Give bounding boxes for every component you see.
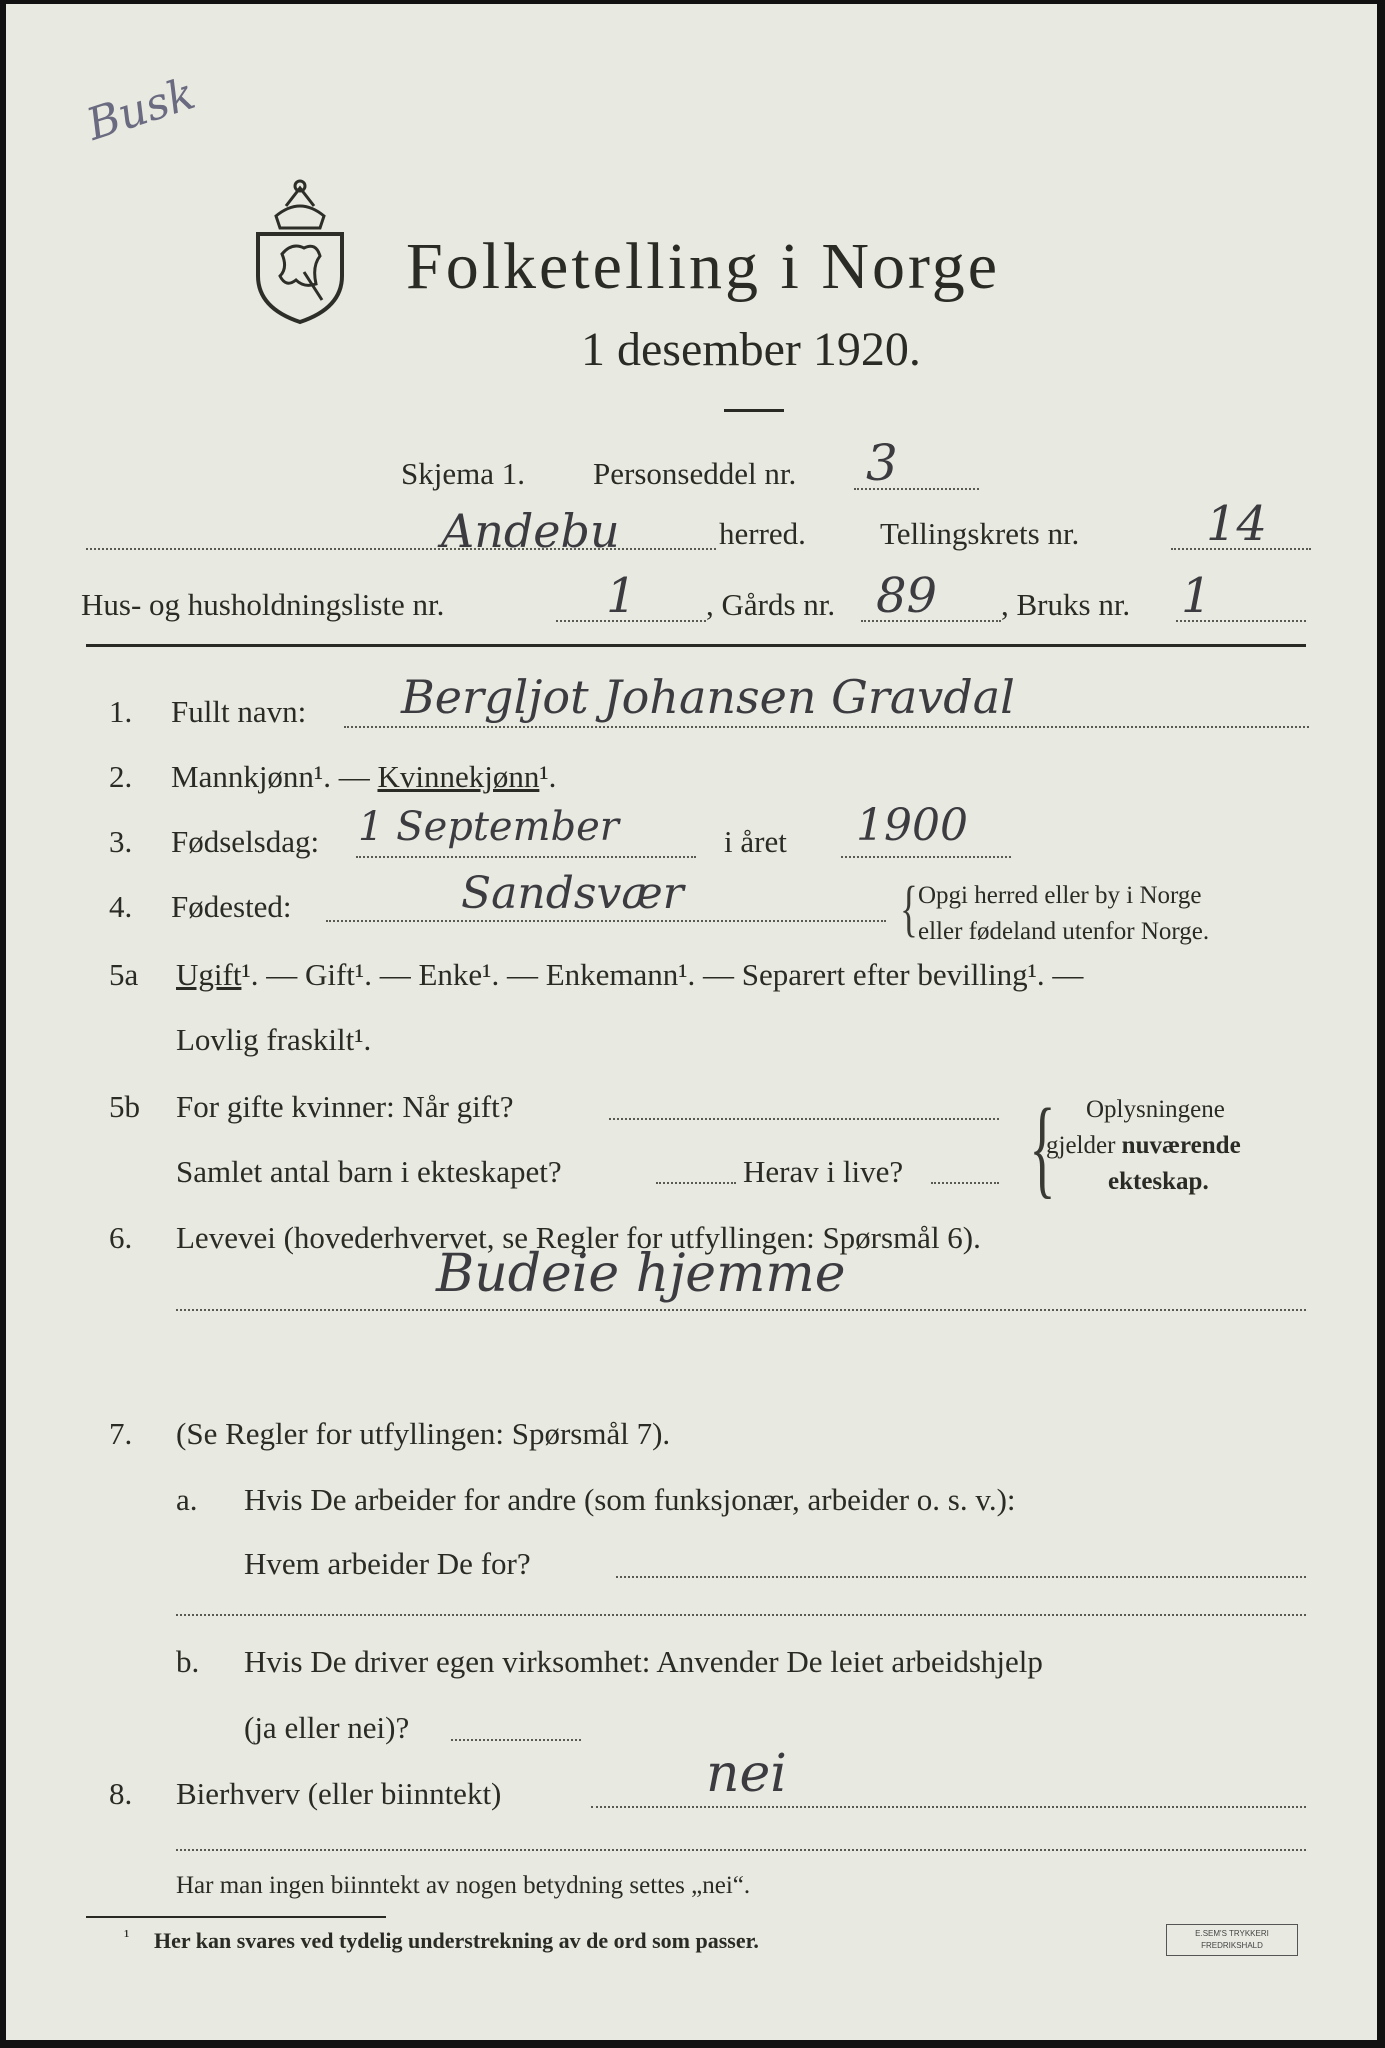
tellingskrets-value: 14 — [1206, 496, 1268, 552]
q4-line — [326, 920, 886, 922]
q7b-answer-line — [451, 1739, 581, 1741]
personseddel-value: 3 — [866, 434, 898, 492]
printer-stamp-line1: E.SEM'S TRYKKERI — [1195, 1929, 1269, 1938]
q4-answer: Sandsvær — [461, 868, 684, 919]
q5b-alive-line — [931, 1182, 999, 1184]
q5b-line1: For gifte kvinner: Når gift? — [176, 1089, 514, 1124]
q6-label: Levevei (hovederhvervet, se Regler for utfyllingen: Spørsmål 6). — [176, 1220, 981, 1255]
q8-number: 8. — [109, 1776, 133, 1811]
herred-line — [86, 548, 716, 550]
q5b-line2a: Samlet antal barn i ekteskapet? — [176, 1154, 562, 1189]
q7a-line1: Hvis De arbeider for andre (som funksjonær, arbeider o. s. v.): — [244, 1482, 1016, 1517]
q5a-ugift: Ugift — [176, 957, 242, 992]
q5b-married-line — [609, 1118, 999, 1120]
q5a-line1 — [176, 957, 1083, 993]
q4-note-line1: Opgi herred eller by i Norge — [918, 882, 1202, 909]
q5b-note-gjelder: gjelder — [1046, 1132, 1122, 1159]
personseddel-label: Personseddel nr. — [593, 456, 797, 491]
q1-number: 1. — [109, 694, 133, 729]
q8-extra-line — [176, 1849, 1306, 1851]
q6-answer: Budeie hjemme — [436, 1244, 846, 1304]
gards-label: , Gårds nr. — [706, 587, 836, 622]
biinntekt-note: Har man ingen biinntekt av nogen betydning settes „nei“. — [176, 1872, 751, 1899]
q2-label — [171, 759, 556, 795]
q7b-line1: Hvis De driver egen virksomhet: Anvender De leiet arbeidshjelp — [244, 1644, 1043, 1679]
q2-kvinnekjonn: Kvinnekjønn — [377, 759, 540, 794]
q7a-answer-line — [616, 1576, 1306, 1578]
tellingskrets-label: Tellingskrets nr. — [880, 516, 1080, 551]
q5b-note-nuvaerende: nuværende — [1121, 1132, 1241, 1159]
q5b-number: 5b — [109, 1089, 140, 1124]
bruks-value: 1 — [1181, 568, 1212, 624]
q4-number: 4. — [109, 889, 133, 924]
q5b-note-brace: { — [1029, 1086, 1056, 1208]
q3-year-line — [841, 856, 1011, 858]
skjema-label: Skjema 1. — [401, 456, 525, 491]
q5b-note-line3: ekteskap. — [1108, 1168, 1209, 1195]
q7a-line2: Hvem arbeider De for? — [244, 1546, 531, 1581]
q4-note-brace: { — [899, 875, 918, 943]
q7b-line2: (ja eller nei)? — [244, 1710, 410, 1745]
q3-year-answer: 1900 — [856, 800, 968, 851]
census-date: 1 desember 1920. — [581, 323, 921, 376]
q5a-options: ¹. — Gift¹. — Enke¹. — Enkemann¹. — Separert efter bevilling¹. — — [241, 957, 1084, 992]
q3-day-answer: 1 September — [358, 804, 619, 850]
margin-note: Busk — [80, 68, 202, 151]
q2-suffix: ¹. — [539, 759, 557, 794]
footnote-text: Her kan svares ved tydelig understrekning av de ord som passer. — [154, 1928, 759, 1953]
q3-label: Fødselsdag: — [171, 824, 320, 859]
q3-day-line — [356, 856, 696, 858]
census-form-page — [6, 4, 1377, 2040]
footnote-mark: ¹ — [124, 1926, 130, 1946]
hus-label: Hus- og husholdningsliste nr. — [81, 587, 445, 622]
printer-stamp-line2: FREDRIKSHALD — [1201, 1941, 1263, 1950]
q8-label: Bierhverv (eller biinntekt) — [176, 1776, 502, 1811]
header-divider — [86, 644, 1306, 647]
printer-stamp — [1166, 1924, 1298, 1956]
q5a-number: 5a — [109, 957, 139, 992]
q1-answer: Bergljot Johansen Gravdal — [401, 670, 1015, 724]
q5b-note-line1: Oplysningene — [1086, 1096, 1225, 1123]
footer-divider — [86, 1916, 386, 1918]
gards-value: 89 — [876, 568, 938, 624]
q8-answer: nei — [706, 1744, 787, 1804]
q7-label: (Se Regler for utfyllingen: Spørsmål 7). — [176, 1416, 671, 1451]
q2-mannkjonn: Mannkjønn¹. — — [171, 759, 378, 794]
q2-number: 2. — [109, 759, 133, 794]
q1-label: Fullt navn: — [171, 694, 307, 729]
q5b-note-line2 — [1046, 1132, 1241, 1160]
q4-note-line2: eller fødeland utenfor Norge. — [918, 918, 1210, 945]
q5a-line2: Lovlig fraskilt¹. — [176, 1022, 372, 1057]
hus-value: 1 — [606, 568, 637, 624]
q5b-line2b: Herav i live? — [743, 1154, 904, 1189]
q3-year-label: i året — [724, 824, 787, 859]
q5b-children-line — [656, 1182, 736, 1184]
form-title: Folketelling i Norge — [406, 230, 1001, 303]
q7-number: 7. — [109, 1416, 133, 1451]
herred-value: Andebu — [441, 504, 620, 558]
q4-label: Fødested: — [171, 889, 292, 924]
herred-label: herred. — [719, 516, 806, 551]
title-divider — [724, 409, 784, 412]
q3-number: 3. — [109, 824, 133, 859]
q7a-extra-line — [176, 1614, 1306, 1616]
q6-number: 6. — [109, 1220, 133, 1255]
q6-line — [176, 1309, 1306, 1311]
bruks-label: , Bruks nr. — [1001, 587, 1131, 622]
q7a-letter: a. — [176, 1482, 198, 1517]
coat-of-arms-icon — [246, 176, 354, 326]
q8-line — [591, 1806, 1306, 1808]
q1-line — [344, 726, 1309, 728]
q7b-letter: b. — [176, 1644, 200, 1679]
